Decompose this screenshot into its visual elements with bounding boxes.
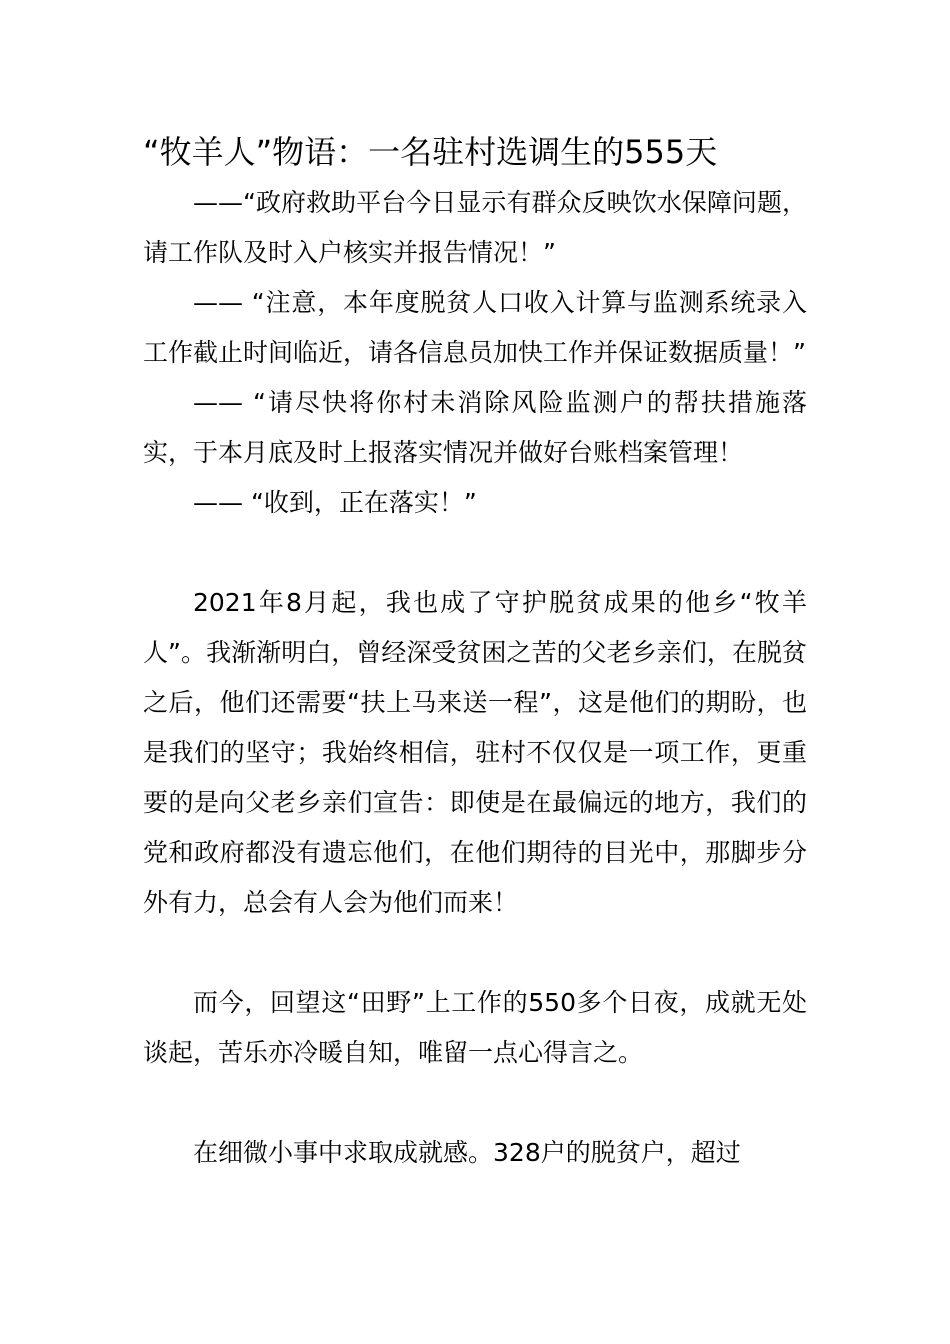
dialogue-line: —— “注意，本年度脱贫人口收入计算与监测系统录入工作截止时间临近，请各信息员加快工作并保证数据质量！”: [143, 288, 807, 367]
paragraph-spacer: [143, 1078, 807, 1128]
body-paragraph: 在细微小事中求取成就感。328户的脱贫户，超过: [193, 1138, 741, 1167]
paragraph-spacer: [143, 928, 807, 978]
body-paragraph: 2021年8月起，我也成了守护脱贫成果的他乡“牧羊人”。我渐渐明白，曾经深受贫困之苦的父老乡亲们，在脱贫之后，他们还需要“扶上马来送一程”，这是他们的期盼，也是我们的坚守；我始终相信，驻村不仅仅是一项工作，更重要的是向父老乡亲们宣告：即使是在最偏远的地方，我们的党和政府都没有遗忘他们，在他们期待的目光中，那脚步分外有力，总会有人会为他们而来！: [143, 588, 807, 917]
dialogue-line: —— “请尽快将你村未消除风险监测户的帮扶措施落实，于本月底及时上报落实情况并做好台账档案管理！: [143, 388, 807, 467]
body-paragraph: 而今，回望这“田野”上工作的550多个日夜，成就无处谈起，苦乐亦冷暖自知，唯留一点心得言之。: [143, 988, 807, 1067]
document-page: [143, 126, 807, 1178]
document-title: “牧羊人”物语：一名驻村选调生的555天: [143, 133, 718, 171]
dialogue-line: ——“政府救助平台今日显示有群众反映饮水保障问题，请工作队及时入户核实并报告情况！”: [143, 188, 807, 267]
dialogue-line: —— “收到，正在落实！”: [193, 488, 477, 517]
paragraph-spacer: [143, 528, 807, 578]
